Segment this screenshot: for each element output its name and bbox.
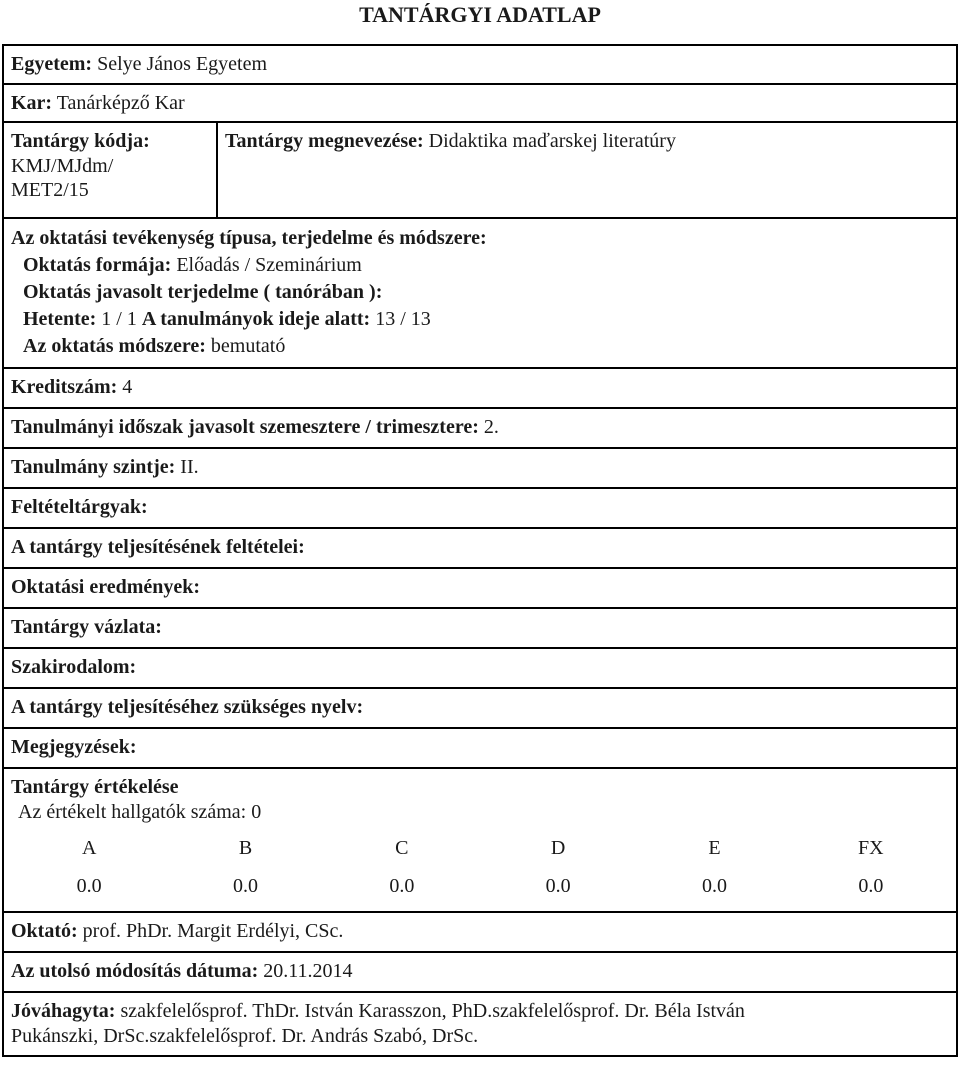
course-code-value-line1: KMJ/MJdm/ xyxy=(11,154,114,177)
teaching-method-label: Az oktatás módszere: xyxy=(23,335,206,358)
course-outline-row xyxy=(3,608,957,648)
completion-conditions-label: A tantárgy teljesítésének feltételei: xyxy=(11,536,305,559)
grade-b: B xyxy=(238,837,253,860)
teaching-scope-label: Oktatás javasolt terjedelme ( tanórában ): xyxy=(23,281,383,304)
university-label: Egyetem: xyxy=(11,53,93,75)
teaching-heading: Az oktatási tevékenység típusa, terjedelme és módszere: xyxy=(11,227,487,250)
grade-a-value: 0.0 xyxy=(76,874,102,897)
learning-outcomes-row xyxy=(3,568,957,608)
learning-outcomes-label: Oktatási eredmények: xyxy=(11,576,201,599)
grade-distribution-table xyxy=(11,828,949,901)
document-title-text: TANTÁRGYI ADATLAP xyxy=(359,2,601,27)
language-row xyxy=(3,688,957,728)
course-name-label: Tantárgy megnevezése: xyxy=(225,130,424,153)
weekly-value: 1 / 1 xyxy=(101,308,137,331)
evaluated-students-label: Az értékelt hallgatók száma: xyxy=(18,800,247,823)
teaching-hours-line xyxy=(11,306,949,333)
teaching-method-value: bemutató xyxy=(210,335,286,358)
faculty-row xyxy=(3,84,957,122)
lecturer-row xyxy=(3,912,957,952)
last-modified-label: Az utolsó módosítás dátuma: xyxy=(11,960,259,983)
semester-hours-value: 13 / 13 xyxy=(375,308,431,331)
prerequisites-label: Feltételtárgyak: xyxy=(11,496,148,519)
faculty-value: Tanárképző Kar xyxy=(56,92,185,114)
grade-a: A xyxy=(81,837,97,860)
course-code-cell xyxy=(3,122,217,218)
document-title xyxy=(0,2,960,29)
grade-percentage-row xyxy=(11,871,949,901)
grade-d: D xyxy=(550,837,566,860)
lecturer-label: Oktató: xyxy=(11,920,78,943)
semester-hours-label: A tanulmányok ideje alatt: xyxy=(141,308,371,331)
approved-value-line1: szakfelelősprof. ThDr. István Karasszon, PhD.szakfelelősprof. Dr. Béla István xyxy=(120,1000,745,1023)
grade-c: C xyxy=(395,837,409,860)
teaching-form-value: Előadás / Szeminárium xyxy=(176,254,362,277)
evaluation-heading: Tantárgy értékelése xyxy=(11,776,179,799)
language-label: A tantárgy teljesítéséhez szükséges nyelv: xyxy=(11,696,364,719)
notes-label: Megjegyzések: xyxy=(11,736,137,759)
evaluated-students-value: 0 xyxy=(251,800,262,823)
approved-line1 xyxy=(11,999,949,1023)
grade-header-row xyxy=(11,828,949,870)
completion-conditions-row xyxy=(3,528,957,568)
approved-label: Jóváhagyta: xyxy=(11,1000,116,1023)
teaching-form-label: Oktatás formája: xyxy=(23,254,172,277)
teaching-scope-line xyxy=(11,279,949,306)
prerequisites-row xyxy=(3,488,957,528)
study-level-row xyxy=(3,448,957,488)
recommended-semester-value: 2. xyxy=(483,416,499,439)
evaluation-cell xyxy=(3,768,957,912)
grade-c-value: 0.0 xyxy=(389,874,415,897)
credits-value: 4 xyxy=(122,376,133,399)
notes-row xyxy=(3,728,957,768)
last-modified-row xyxy=(3,952,957,992)
credits-row xyxy=(3,368,957,408)
university-row xyxy=(3,45,957,84)
grade-e-value: 0.0 xyxy=(701,874,727,897)
weekly-label: Hetente: xyxy=(23,308,97,331)
datasheet-table xyxy=(2,44,958,1057)
last-modified-value: 20.11.2014 xyxy=(263,960,353,983)
approved-row xyxy=(3,992,957,1056)
course-outline-label: Tantárgy vázlata: xyxy=(11,616,162,639)
grade-b-value: 0.0 xyxy=(232,874,258,897)
literature-row xyxy=(3,648,957,688)
course-code-label: Tantárgy kódja: xyxy=(11,130,150,153)
grade-d-value: 0.0 xyxy=(545,874,571,897)
grade-fx: FX xyxy=(858,837,884,860)
course-name-value: Didaktika maďarskej literatúry xyxy=(428,130,676,153)
lecturer-value: prof. PhDr. Margit Erdélyi, CSc. xyxy=(82,920,344,943)
approved-value-line2: Pukánszki, DrSc.szakfelelősprof. Dr. András Szabó, DrSc. xyxy=(11,1024,479,1047)
teaching-activity-cell xyxy=(3,218,957,368)
credits-label: Kreditszám: xyxy=(11,376,118,399)
grade-e: E xyxy=(708,837,721,860)
teaching-method-line xyxy=(11,333,949,360)
university-value: Selye János Egyetem xyxy=(97,53,268,75)
literature-label: Szakirodalom: xyxy=(11,656,137,679)
faculty-label: Kar: xyxy=(11,92,53,114)
course-name-cell xyxy=(217,122,957,218)
recommended-semester-row xyxy=(3,408,957,448)
course-code-value-line2: MET2/15 xyxy=(11,179,89,202)
study-level-value: II. xyxy=(180,456,199,479)
study-level-label: Tanulmány szintje: xyxy=(11,456,176,479)
evaluated-students-line xyxy=(11,800,949,824)
teaching-form-line xyxy=(11,252,949,279)
recommended-semester-label: Tanulmányi időszak javasolt szemesztere / trimesztere: xyxy=(11,416,479,439)
grade-fx-value: 0.0 xyxy=(858,874,884,897)
